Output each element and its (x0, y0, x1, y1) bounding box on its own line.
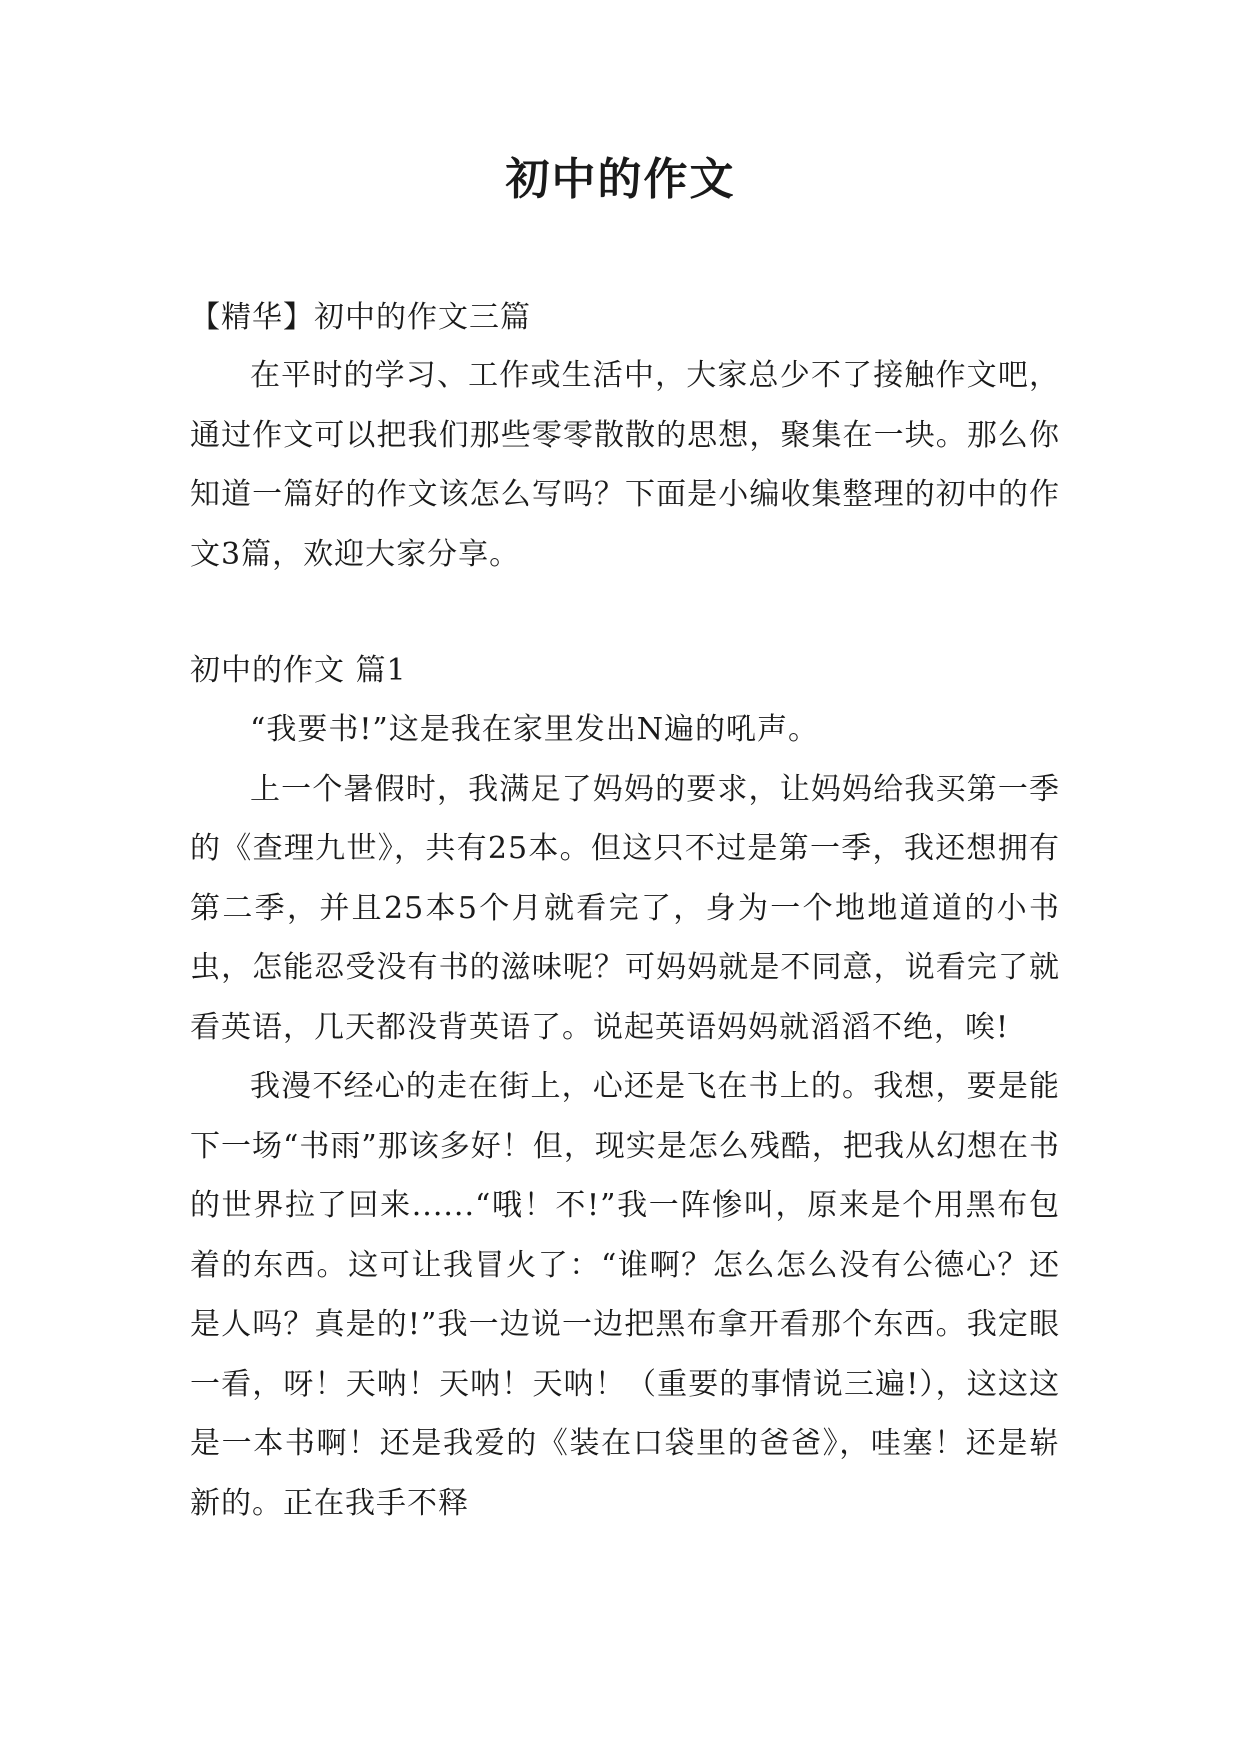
document-title: 初中的作文 (505, 154, 736, 205)
section-heading: 初中的作文 篇1 (190, 653, 407, 688)
article-body (190, 700, 1060, 1533)
intro-block (190, 346, 1060, 584)
document-subtitle: 【精华】初中的作文三篇 (190, 300, 531, 335)
intro-paragraph: 在平时的学习、工作或生活中，大家总少不了接触作文吧，通过作文可以把我们那些零零散散的思想，聚集在一块。那么你知道一篇好的作文该怎么写吗？下面是小编收集整理的初中的作文3篇，欢迎大家分享。 (190, 358, 1060, 572)
paragraph: “我要书!”这是我在家里发出N遍的吼声。 (250, 712, 819, 747)
paragraph: 上一个暑假时，我满足了妈妈的要求，让妈妈给我买第一季的《查理九世》，共有25本。但这只不过是第一季，我还想拥有第二季，并且25本5个月就看完了，身为一个地地道道的小书虫，怎能忍受没有书的滋味呢？可妈妈就是不同意，说看完了就看英语，几天都没背英语了。说起英语妈妈就滔滔不绝，唉! (190, 771, 1060, 1045)
paragraph: 我漫不经心的走在街上，心还是飞在书上的。我想，要是能下一场“书雨”那该多好！但，现实是怎么残酷，把我从幻想在书的世界拉了回来......“哦！不!”我一阵惨叫，原来是个用黑布包着的东西。这可让我冒火了：“谁啊？怎么怎么没有公德心？还是人吗？真是的!”我一边说一边把黑布拿开看那个东西。我定眼一看，呀！天呐！天呐！天呐！（重要的事情说三遍!），这这这是一本书啊！还是我爱的《装在口袋里的爸爸》，哇塞！还是崭新的。正在我手不释 (190, 1069, 1060, 1521)
